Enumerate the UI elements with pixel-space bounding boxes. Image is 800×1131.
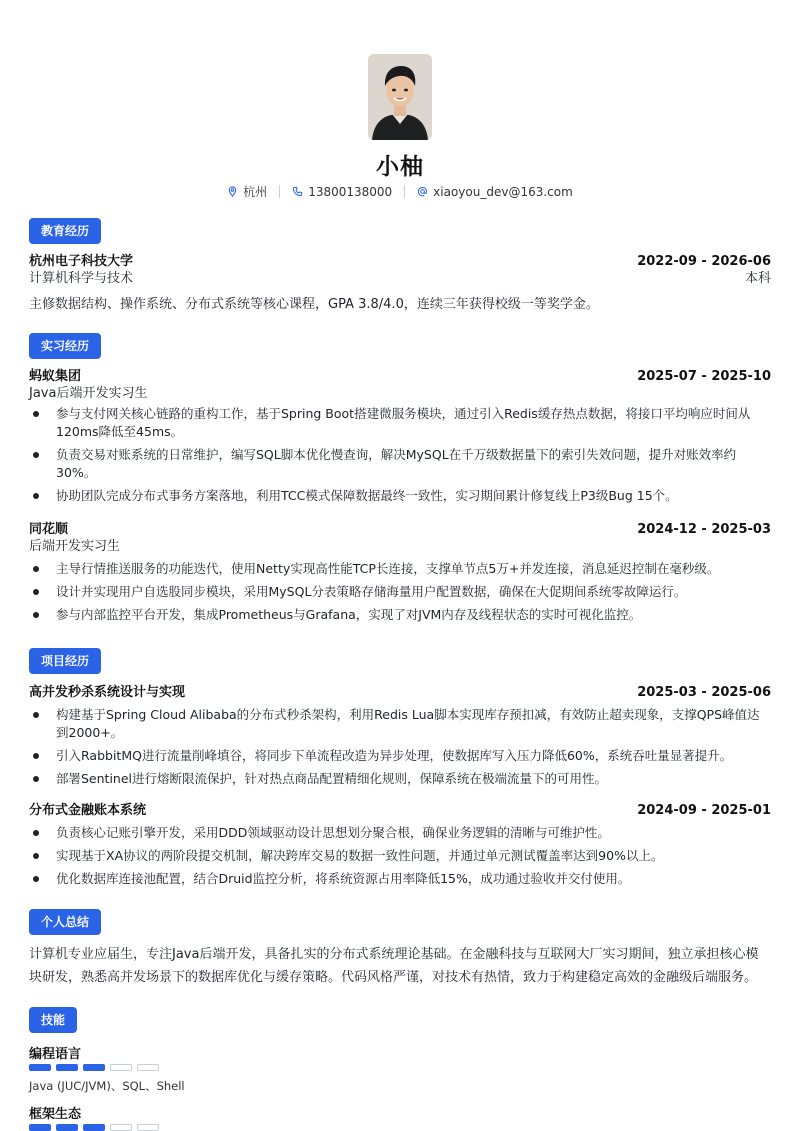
project-bullets xyxy=(29,706,771,793)
city-text: 杭州 xyxy=(243,184,268,199)
list-item: 参与支付网关核心链路的重构工作，基于Spring Boot搭建微服务模块，通过引入Redis缓存热点数据，将接口平均响应时间从120ms降低至45ms。 xyxy=(29,405,771,441)
section-title-internship: 实习经历 xyxy=(29,333,101,359)
section-title-education: 教育经历 xyxy=(29,218,101,244)
skill-level-segment xyxy=(29,1064,51,1071)
phone-icon xyxy=(292,186,303,197)
skill-level-bar xyxy=(29,1064,159,1071)
summary-text: 计算机专业应届生，专注Java后端开发，具备扎实的分布式系统理论基础。在金融科技与互联网大厂实习期间，独立承担核心模块研发，熟悉高并发场景下的数据库优化与缓存策略。代码风格严谨，对技术有热情，致力于构建稳定高效的金融级后端服务。 xyxy=(29,947,759,985)
company-name: 蚂蚁集团 xyxy=(29,369,82,384)
list-item: 主导行情推送服务的功能迭代，使用Netty实现高性能TCP长连接，支撑单节点5万+并发连接，消息延迟控制在毫秒级。 xyxy=(29,560,771,578)
section-title-projects: 项目经历 xyxy=(29,648,101,674)
list-item: 负责交易对账系统的日常维护，编写SQL脚本优化慢查询，解决MySQL在千万级数据量下的索引失效问题，提升对账效率约30%。 xyxy=(29,446,771,482)
list-item: 设计并实现用户自选股同步模块，采用MySQL分表策略存储海量用户配置数据，确保在大促期间系统零故障运行。 xyxy=(29,583,771,601)
list-item: 优化数据库连接池配置，结合Druid监控分析，将系统资源占用率降低15%，成功通过验收并交付使用。 xyxy=(29,870,771,888)
skill-level-segment xyxy=(110,1064,132,1071)
major: 计算机科学与技术 xyxy=(29,271,134,286)
job-period: 2025-07 - 2025-10 xyxy=(637,369,771,384)
project-bullets xyxy=(29,824,771,893)
skill-level-segment xyxy=(56,1064,78,1071)
contact-phone[interactable] xyxy=(292,183,392,201)
list-item: 实现基于XA协议的两阶段提交机制，解决跨库交易的数据一致性问题，并通过单元测试覆盖率达到90%以上。 xyxy=(29,847,771,865)
skill-level-segment xyxy=(137,1064,159,1071)
project-name: 高并发秒杀系统设计与实现 xyxy=(29,685,186,700)
list-item: 构建基于Spring Cloud Alibaba的分布式秒杀架构，利用Redis Lua脚本实现库存预扣减，有效防止超卖现象，支撑QPS峰值达到2000+。 xyxy=(29,706,771,742)
education-description: 主修数据结构、操作系统、分布式系统等核心课程，GPA 3.8/4.0，连续三年获得校级一等奖学金。 xyxy=(29,297,599,312)
job-bullets xyxy=(29,405,771,510)
school-name: 杭州电子科技大学 xyxy=(29,254,134,269)
job-role: Java后端开发实习生 xyxy=(29,386,148,401)
skill-name: 框架生态 xyxy=(29,1107,82,1122)
phone-text: 13800138000 xyxy=(308,184,393,199)
avatar xyxy=(368,54,432,140)
list-item: 部署Sentinel进行熔断限流保护，针对热点商品配置精细化规则，保障系统在极端流量下的可用性。 xyxy=(29,770,771,788)
list-item: 协助团队完成分布式事务方案落地，利用TCC模式保障数据最终一致性，实习期间累计修复线上P3级Bug 15个。 xyxy=(29,487,771,505)
job-role: 后端开发实习生 xyxy=(29,539,121,554)
project-name: 分布式金融账本系统 xyxy=(29,803,147,818)
email-text: xiaoyou_dev@163.com xyxy=(433,184,573,199)
education-period: 2022-09 - 2026-06 xyxy=(637,254,771,269)
location-pin-icon xyxy=(227,186,238,197)
list-item: 负责核心记账引擎开发，采用DDD领域驱动设计思想划分聚合根，确保业务逻辑的清晰与可维护性。 xyxy=(29,824,771,842)
contact-email[interactable] xyxy=(417,183,573,201)
section-title-summary: 个人总结 xyxy=(29,909,101,935)
job-bullets xyxy=(29,560,771,629)
avatar-photo xyxy=(368,54,432,140)
project-period: 2024-09 - 2025-01 xyxy=(637,803,771,818)
skill-name: 编程语言 xyxy=(29,1047,82,1062)
skill-level-segment xyxy=(83,1064,105,1071)
skill-detail: Java (JUC/JVM)、SQL、Shell xyxy=(29,1079,185,1093)
list-item: 引入RabbitMQ进行流量削峰填谷，将同步下单流程改造为异步处理，使数据库写入压力降低60%，系统吞吐量显著提升。 xyxy=(29,747,771,765)
list-item: 参与内部监控平台开发，集成Prometheus与Grafana，实现了对JVM内存及线程状态的实时可视化监控。 xyxy=(29,606,771,624)
job-period: 2024-12 - 2025-03 xyxy=(637,522,771,537)
contact-city xyxy=(227,183,267,201)
project-period: 2025-03 - 2025-06 xyxy=(637,685,771,700)
at-sign-icon xyxy=(417,186,428,197)
divider xyxy=(279,185,280,198)
company-name: 同花顺 xyxy=(29,522,69,537)
section-title-skills: 技能 xyxy=(29,1007,77,1033)
divider xyxy=(404,185,405,198)
candidate-name: 小柚 xyxy=(376,154,424,180)
degree: 本科 xyxy=(744,271,771,286)
contact-info xyxy=(29,182,771,201)
